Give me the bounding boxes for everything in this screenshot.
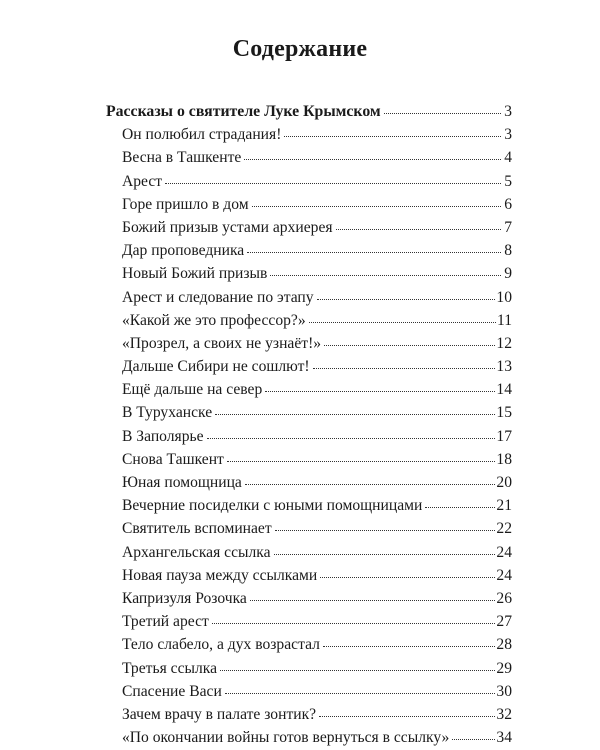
dot-leader (274, 541, 496, 557)
toc-entry-title: Капризуля Розочка (122, 589, 247, 607)
toc-entry (106, 378, 512, 401)
toc-entry-title: «Какой же это профессор?» (122, 311, 306, 329)
dot-leader (165, 170, 501, 186)
toc-entry-title: Вечерние посиделки с юными помощницами (122, 497, 423, 515)
toc-entry-page-number: 6 (504, 195, 512, 213)
toc-entry (106, 286, 512, 309)
toc-entry-title: Божий призыв устами архиерея (122, 218, 333, 236)
toc-entry (106, 494, 512, 517)
dot-leader (245, 471, 496, 487)
toc-entry-page-number: 30 (496, 682, 512, 700)
dot-leader (319, 703, 495, 719)
toc-entry-page-number: 28 (496, 636, 512, 654)
dot-leader (336, 216, 501, 232)
toc-entry-page-number: 34 (496, 729, 512, 747)
dot-leader (317, 286, 496, 302)
toc-entry-title: Арест (122, 172, 163, 190)
dot-leader (452, 726, 495, 742)
toc-entry-title: Новая пауза между ссылками (122, 566, 318, 584)
toc-entry (106, 146, 512, 169)
toc-entry (106, 471, 512, 494)
toc-entry-page-number: 20 (496, 474, 512, 491)
toc-entry (106, 332, 512, 355)
dot-leader (252, 193, 501, 209)
toc-entry (106, 170, 512, 193)
toc-entry-title: Архангельская ссылка (122, 543, 271, 561)
toc-entry (106, 541, 512, 564)
toc-entry (106, 610, 512, 633)
toc-entry-title: Третья ссылка (122, 659, 218, 677)
toc-entry-title: Горе пришло в дом (122, 195, 249, 213)
toc-entry-title: «Прозрел, а своих не узнаёт!» (122, 334, 322, 352)
dot-leader (207, 425, 496, 441)
toc-entry-title: Ещё дальше на север (122, 381, 263, 399)
dot-leader (323, 634, 495, 650)
toc-entry (106, 193, 512, 216)
toc-entry (106, 657, 512, 680)
toc-entry-title: Новый Божий призыв (122, 265, 268, 283)
toc-entry-title: Снова Ташкент (122, 450, 224, 468)
dot-leader (324, 332, 495, 348)
toc-entry-page-number: 17 (496, 427, 512, 445)
toc-entry-page-number: 11 (496, 311, 512, 329)
toc-entry-title: Юная помощница (122, 474, 242, 491)
toc-entry-title: Зачем врачу в палате зонтик? (122, 705, 317, 723)
toc-entry (106, 123, 512, 146)
toc-entry-title: Дальше Сибири не сошлют! (122, 358, 310, 376)
toc-entry-page-number: 27 (496, 613, 512, 631)
toc-entry-page-number: 9 (504, 265, 512, 283)
dot-leader (320, 564, 495, 580)
dot-leader (227, 448, 496, 464)
dot-leader (313, 355, 496, 371)
dot-leader (247, 240, 501, 256)
toc-entry-title: Он полюбил страдания! (122, 126, 282, 144)
toc-entry (106, 633, 512, 656)
dot-leader (265, 379, 495, 395)
toc-entry-page-number: 29 (496, 659, 512, 677)
dot-leader (220, 657, 495, 673)
toc-entry-page-number: 24 (496, 543, 512, 561)
toc-section-page-number: 3 (504, 103, 512, 120)
toc-entry-page-number: 22 (496, 520, 512, 538)
toc-entry (106, 517, 512, 540)
page-title: Содержание (232, 36, 368, 62)
toc-entry (106, 216, 512, 239)
dot-leader (212, 611, 496, 627)
toc-entry (106, 680, 512, 703)
toc-entry-page-number: 24 (496, 566, 512, 584)
dot-leader (425, 495, 495, 511)
toc-entry-page-number: 10 (496, 288, 512, 306)
dot-leader (215, 402, 495, 418)
toc-entry-page-number: 32 (496, 705, 512, 723)
toc-entry-page-number: 7 (504, 218, 512, 236)
toc-entry (106, 309, 512, 332)
toc-entry (106, 448, 512, 471)
toc-entry-title: Третий арест (122, 613, 209, 631)
toc-entry-title: «По окончании войны готов вернуться в ссылку» (122, 729, 450, 747)
toc-entry (106, 262, 512, 285)
toc-entry-title: Дар проповедника (122, 242, 245, 260)
toc-entry-title: Арест и следование по этапу (122, 288, 314, 306)
toc-entry-title: Святитель вспоминает (122, 520, 272, 538)
toc-entry-title: В Заполярье (122, 427, 204, 445)
dot-leader (309, 309, 496, 325)
toc-entry (106, 703, 512, 726)
toc-entry (106, 587, 512, 610)
toc-entry (106, 355, 512, 378)
toc-entry (106, 239, 512, 262)
toc-entry-page-number: 21 (496, 497, 512, 515)
toc-entry (106, 564, 512, 587)
toc-entry-page-number: 13 (496, 358, 512, 376)
table-of-contents (106, 100, 512, 749)
dot-leader (384, 100, 501, 116)
toc-entry-page-number: 14 (496, 381, 512, 399)
toc-entry (106, 401, 512, 424)
dot-leader (270, 263, 501, 279)
toc-entry-title: Весна в Ташкенте (122, 149, 242, 167)
toc-entry-page-number: 8 (504, 242, 512, 260)
toc-entry-page-number: 3 (504, 126, 512, 144)
dot-leader (250, 587, 496, 603)
toc-section-heading (106, 100, 512, 123)
toc-entry-page-number: 4 (504, 149, 512, 167)
toc-entry-title: Спасение Васи (122, 682, 222, 700)
toc-entry-title: Тело слабело, а дух возрастал (122, 636, 320, 654)
toc-entry-title: В Туруханске (122, 404, 213, 422)
dot-leader (225, 680, 496, 696)
toc-entry-page-number: 26 (496, 589, 512, 607)
toc-entry (106, 726, 512, 749)
toc-entry-page-number: 12 (496, 334, 512, 352)
toc-entry-page-number: 5 (504, 172, 512, 190)
dot-leader (244, 147, 501, 163)
dot-leader (275, 518, 496, 534)
dot-leader (284, 124, 501, 140)
toc-entry-page-number: 18 (496, 450, 512, 468)
toc-section-title: Рассказы о святителе Луке Крымском (106, 103, 381, 120)
toc-entry (106, 425, 512, 448)
toc-entry-page-number: 15 (496, 404, 512, 422)
